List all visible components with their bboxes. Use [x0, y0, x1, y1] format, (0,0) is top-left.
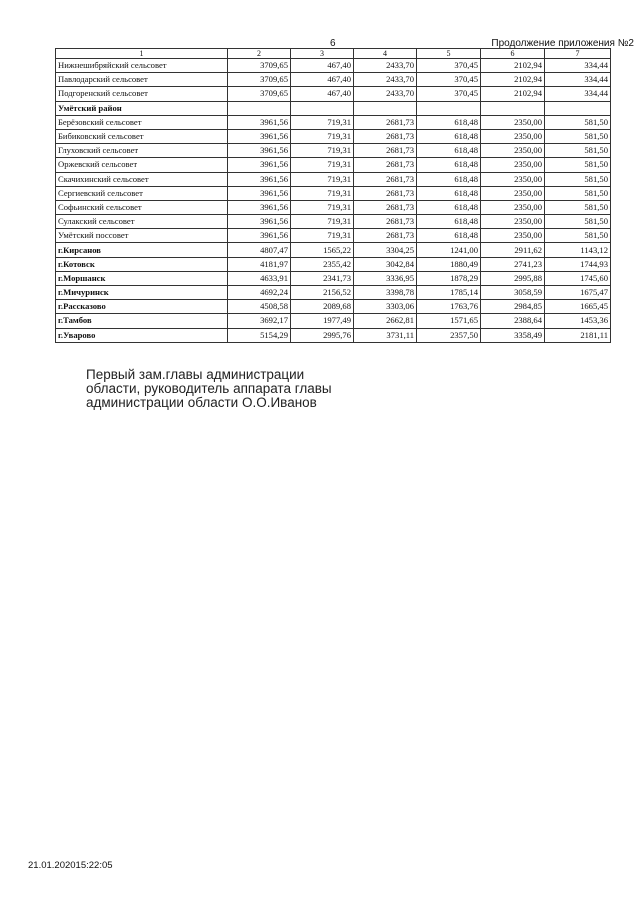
- column-header: 5: [417, 49, 481, 59]
- value-cell: 1565,22: [291, 243, 354, 257]
- row-name-cell: г.Уварово: [56, 328, 228, 342]
- signature-block: [86, 368, 332, 410]
- value-cell: 618,48: [417, 129, 481, 143]
- column-header: 1: [56, 49, 228, 59]
- value-cell: 618,48: [417, 172, 481, 186]
- value-cell: 618,48: [417, 200, 481, 214]
- value-cell: 2681,73: [354, 158, 417, 172]
- value-cell: 467,40: [291, 73, 354, 87]
- value-cell: 2388,64: [481, 314, 545, 328]
- value-cell: 1453,36: [545, 314, 611, 328]
- table-row: [56, 115, 611, 129]
- value-cell: [545, 101, 611, 115]
- value-cell: 4692,24: [228, 286, 291, 300]
- value-cell: 2995,76: [291, 328, 354, 342]
- value-cell: 2102,94: [481, 73, 545, 87]
- value-cell: [228, 101, 291, 115]
- value-cell: 4633,91: [228, 271, 291, 285]
- table-row: [56, 87, 611, 101]
- value-cell: 2350,00: [481, 144, 545, 158]
- row-name-cell: Павлодарский сельсовет: [56, 73, 228, 87]
- section-row: [56, 101, 611, 115]
- value-cell: 2662,81: [354, 314, 417, 328]
- value-cell: 2357,50: [417, 328, 481, 342]
- value-cell: 3961,56: [228, 186, 291, 200]
- row-name-cell: Оржевский сельсовет: [56, 158, 228, 172]
- table-row: [56, 59, 611, 73]
- value-cell: 1977,49: [291, 314, 354, 328]
- table-header-row: [56, 49, 611, 59]
- value-cell: 2995,88: [481, 271, 545, 285]
- value-cell: [291, 101, 354, 115]
- value-cell: 370,45: [417, 87, 481, 101]
- row-name-cell: Бибиковский сельсовет: [56, 129, 228, 143]
- value-cell: 2433,70: [354, 87, 417, 101]
- value-cell: 2181,11: [545, 328, 611, 342]
- value-cell: 2350,00: [481, 129, 545, 143]
- signature-line: Первый зам.главы администрации: [86, 367, 305, 382]
- value-cell: 1744,93: [545, 257, 611, 271]
- value-cell: 1878,29: [417, 271, 481, 285]
- row-name-cell: Умётский район: [56, 101, 228, 115]
- value-cell: 2102,94: [481, 87, 545, 101]
- value-cell: 370,45: [417, 73, 481, 87]
- value-cell: 467,40: [291, 87, 354, 101]
- value-cell: 2350,00: [481, 158, 545, 172]
- page-number: 6: [330, 38, 336, 49]
- value-cell: 581,50: [545, 172, 611, 186]
- value-cell: 3961,56: [228, 229, 291, 243]
- value-cell: 1785,14: [417, 286, 481, 300]
- value-cell: 719,31: [291, 115, 354, 129]
- table-row: [56, 144, 611, 158]
- value-cell: 3961,56: [228, 158, 291, 172]
- table-row: [56, 129, 611, 143]
- value-cell: 1745,60: [545, 271, 611, 285]
- row-name-cell: Берёзовский сельсовет: [56, 115, 228, 129]
- column-header: 3: [291, 49, 354, 59]
- value-cell: 3961,56: [228, 115, 291, 129]
- value-cell: 3303,06: [354, 300, 417, 314]
- value-cell: 3731,11: [354, 328, 417, 342]
- value-cell: 618,48: [417, 186, 481, 200]
- row-name-cell: Глуховский сельсовет: [56, 144, 228, 158]
- value-cell: 2350,00: [481, 115, 545, 129]
- value-cell: 3961,56: [228, 144, 291, 158]
- value-cell: 719,31: [291, 129, 354, 143]
- value-cell: 3692,17: [228, 314, 291, 328]
- table-row: [56, 73, 611, 87]
- column-header: 6: [481, 49, 545, 59]
- value-cell: 2089,68: [291, 300, 354, 314]
- value-cell: 1763,76: [417, 300, 481, 314]
- value-cell: 581,50: [545, 115, 611, 129]
- value-cell: 2102,94: [481, 59, 545, 73]
- row-name-cell: Софьинский сельсовет: [56, 200, 228, 214]
- row-name-cell: г.Моршанск: [56, 271, 228, 285]
- value-cell: [481, 101, 545, 115]
- signature-line: администрации области О.О.Иванов: [86, 395, 317, 410]
- value-cell: 581,50: [545, 158, 611, 172]
- print-timestamp: 21.01.202015:22:05: [28, 860, 113, 871]
- value-cell: 3961,56: [228, 129, 291, 143]
- value-cell: 1241,00: [417, 243, 481, 257]
- value-cell: 719,31: [291, 229, 354, 243]
- row-name-cell: Умётский поссовет: [56, 229, 228, 243]
- table-row: [56, 314, 611, 328]
- value-cell: 3336,95: [354, 271, 417, 285]
- value-cell: 3709,65: [228, 87, 291, 101]
- value-cell: 719,31: [291, 172, 354, 186]
- row-name-cell: Подгоренский сельсовет: [56, 87, 228, 101]
- value-cell: 719,31: [291, 158, 354, 172]
- value-cell: 2741,23: [481, 257, 545, 271]
- value-cell: 2156,52: [291, 286, 354, 300]
- value-cell: 2681,73: [354, 144, 417, 158]
- value-cell: 719,31: [291, 215, 354, 229]
- table-row: [56, 172, 611, 186]
- value-cell: 2355,42: [291, 257, 354, 271]
- value-cell: 3058,59: [481, 286, 545, 300]
- value-cell: 618,48: [417, 115, 481, 129]
- value-cell: 3709,65: [228, 59, 291, 73]
- table-body: [56, 49, 611, 343]
- value-cell: 2681,73: [354, 215, 417, 229]
- value-cell: 2681,73: [354, 172, 417, 186]
- value-cell: 719,31: [291, 144, 354, 158]
- value-cell: 3709,65: [228, 73, 291, 87]
- value-cell: [417, 101, 481, 115]
- value-cell: 618,48: [417, 158, 481, 172]
- table-row: [56, 300, 611, 314]
- table-row: [56, 286, 611, 300]
- row-name-cell: Сергиевский сельсовет: [56, 186, 228, 200]
- value-cell: 3358,49: [481, 328, 545, 342]
- value-cell: 2681,73: [354, 115, 417, 129]
- value-cell: 2433,70: [354, 59, 417, 73]
- table-row: [56, 186, 611, 200]
- table-row: [56, 243, 611, 257]
- row-name-cell: г.Рассказово: [56, 300, 228, 314]
- value-cell: 2681,73: [354, 186, 417, 200]
- value-cell: 581,50: [545, 200, 611, 214]
- value-cell: 1143,12: [545, 243, 611, 257]
- value-cell: 2681,73: [354, 200, 417, 214]
- value-cell: 581,50: [545, 215, 611, 229]
- table-row: [56, 328, 611, 342]
- value-cell: 2911,62: [481, 243, 545, 257]
- value-cell: 581,50: [545, 229, 611, 243]
- value-cell: 2681,73: [354, 229, 417, 243]
- value-cell: 2350,00: [481, 215, 545, 229]
- column-header: 7: [545, 49, 611, 59]
- value-cell: 1675,47: [545, 286, 611, 300]
- value-cell: 3961,56: [228, 200, 291, 214]
- value-cell: 1571,65: [417, 314, 481, 328]
- value-cell: 2341,73: [291, 271, 354, 285]
- table-row: [56, 200, 611, 214]
- value-cell: 4807,47: [228, 243, 291, 257]
- continuation-label: Продолжение приложения №2: [491, 38, 634, 49]
- value-cell: 2350,00: [481, 229, 545, 243]
- value-cell: 4508,58: [228, 300, 291, 314]
- row-name-cell: г.Мичуринск: [56, 286, 228, 300]
- value-cell: 3304,25: [354, 243, 417, 257]
- signature-line: области, руководитель аппарата главы: [86, 381, 332, 396]
- value-cell: 3398,78: [354, 286, 417, 300]
- table-row: [56, 271, 611, 285]
- value-cell: 2433,70: [354, 73, 417, 87]
- value-cell: 370,45: [417, 59, 481, 73]
- row-name-cell: Сулакский сельсовет: [56, 215, 228, 229]
- row-name-cell: Скачихинский сельсовет: [56, 172, 228, 186]
- value-cell: 3961,56: [228, 215, 291, 229]
- row-name-cell: г.Котовск: [56, 257, 228, 271]
- value-cell: 334,44: [545, 73, 611, 87]
- table-row: [56, 257, 611, 271]
- value-cell: 719,31: [291, 186, 354, 200]
- value-cell: 4181,97: [228, 257, 291, 271]
- value-cell: 5154,29: [228, 328, 291, 342]
- row-name-cell: Нижнешибряйский сельсовет: [56, 59, 228, 73]
- value-cell: 2350,00: [481, 172, 545, 186]
- value-cell: 2681,73: [354, 129, 417, 143]
- value-cell: 3042,84: [354, 257, 417, 271]
- value-cell: 467,40: [291, 59, 354, 73]
- value-cell: 618,48: [417, 144, 481, 158]
- value-cell: 1880,49: [417, 257, 481, 271]
- data-table: [55, 48, 611, 343]
- value-cell: 581,50: [545, 186, 611, 200]
- row-name-cell: г.Тамбов: [56, 314, 228, 328]
- value-cell: 334,44: [545, 87, 611, 101]
- value-cell: 618,48: [417, 215, 481, 229]
- value-cell: 3961,56: [228, 172, 291, 186]
- value-cell: 2984,85: [481, 300, 545, 314]
- value-cell: 2350,00: [481, 200, 545, 214]
- value-cell: 618,48: [417, 229, 481, 243]
- row-name-cell: г.Кирсанов: [56, 243, 228, 257]
- value-cell: 719,31: [291, 200, 354, 214]
- column-header: 4: [354, 49, 417, 59]
- table-row: [56, 158, 611, 172]
- value-cell: [354, 101, 417, 115]
- value-cell: 581,50: [545, 144, 611, 158]
- value-cell: 581,50: [545, 129, 611, 143]
- value-cell: 1665,45: [545, 300, 611, 314]
- table-row: [56, 215, 611, 229]
- column-header: 2: [228, 49, 291, 59]
- table-row: [56, 229, 611, 243]
- value-cell: 2350,00: [481, 186, 545, 200]
- value-cell: 334,44: [545, 59, 611, 73]
